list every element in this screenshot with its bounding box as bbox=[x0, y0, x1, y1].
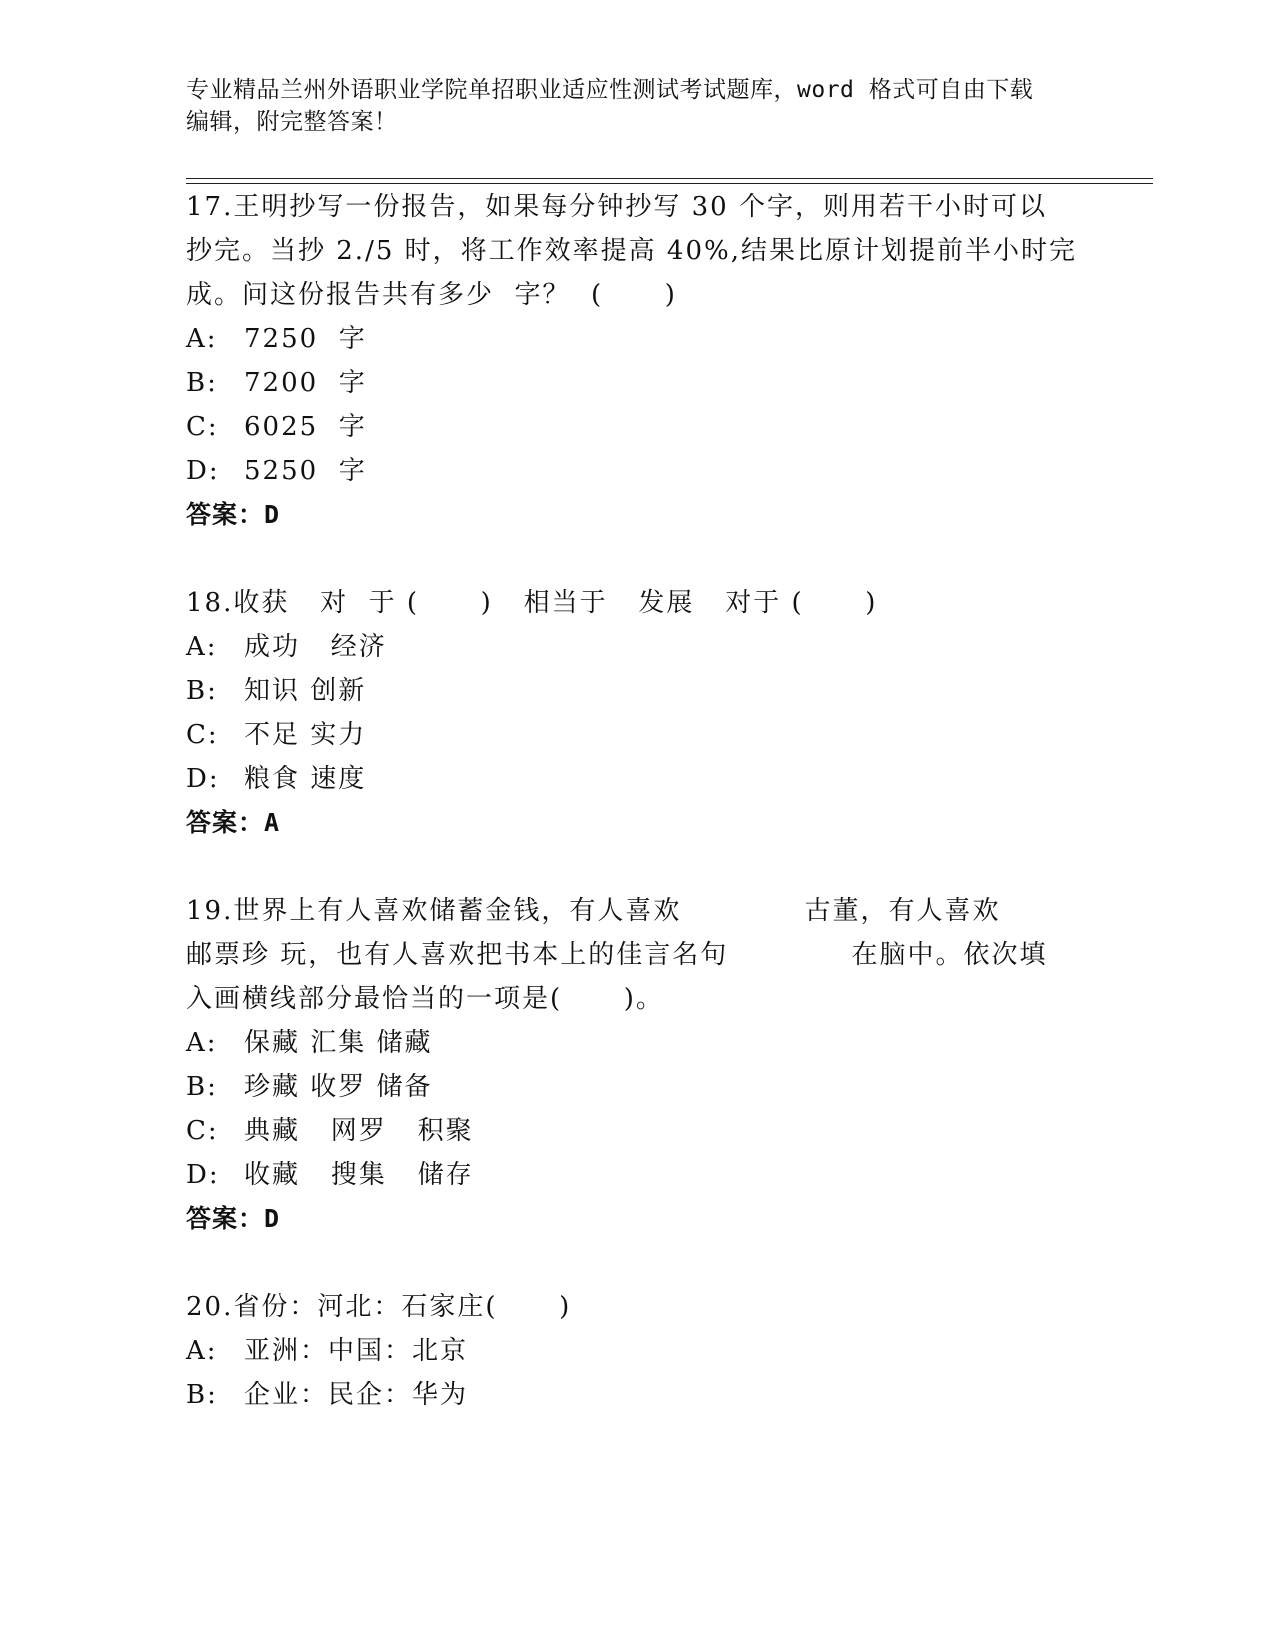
option-text: 企业：民企：华为 bbox=[244, 1380, 469, 1410]
question-19-line-1: 19.世界上有人喜欢储蓄金钱，有人喜欢 古董，有人喜欢 bbox=[186, 896, 1001, 926]
question-19-option-b bbox=[186, 1070, 433, 1104]
option-label: D: bbox=[186, 764, 220, 794]
question-20-option-a bbox=[186, 1334, 468, 1368]
question-18-option-d bbox=[186, 762, 366, 796]
question-19-option-c bbox=[186, 1114, 474, 1148]
option-text: 粮食 速度 bbox=[244, 764, 367, 794]
option-text: 知识 创新 bbox=[244, 676, 367, 706]
header-line-2: 编辑，附完整答案！ bbox=[186, 109, 398, 135]
question-19-option-d bbox=[186, 1158, 474, 1192]
option-text: 珍藏 收罗 储备 bbox=[244, 1072, 433, 1102]
question-17-option-b bbox=[186, 366, 367, 400]
option-label: A: bbox=[186, 1028, 218, 1058]
option-text: 7200 字 bbox=[244, 368, 367, 398]
option-label: B: bbox=[186, 1380, 218, 1410]
option-label: D: bbox=[186, 456, 220, 486]
option-label: B: bbox=[186, 676, 218, 706]
question-19-option-a bbox=[186, 1026, 433, 1060]
question-17-line-2: 抄完。当抄 2./5 时，将工作效率提高 40%,结果比原计划提前半小时完 bbox=[186, 236, 1077, 266]
question-20-option-b bbox=[186, 1378, 468, 1412]
question-19-line-2: 邮票珍 玩，也有人喜欢把书本上的佳言名句 在脑中。依次填 bbox=[186, 940, 1048, 970]
question-17-option-c bbox=[186, 410, 367, 444]
question-18-answer: 答案：A bbox=[186, 808, 281, 837]
option-text: 亚洲：中国：北京 bbox=[244, 1336, 469, 1366]
option-label: B: bbox=[186, 368, 218, 398]
option-label: C: bbox=[186, 1116, 219, 1146]
question-19-line-3: 入画横线部分最恰当的一项是( )。 bbox=[186, 984, 664, 1014]
question-17-option-a bbox=[186, 322, 367, 356]
question-17-option-d bbox=[186, 454, 367, 488]
option-text: 收藏 搜集 储存 bbox=[244, 1160, 474, 1190]
question-19-answer: 答案：D bbox=[186, 1204, 281, 1233]
option-label: C: bbox=[186, 720, 219, 750]
header-divider-bottom bbox=[186, 183, 1153, 184]
option-label: C: bbox=[186, 412, 219, 442]
option-text: 6025 字 bbox=[244, 412, 367, 442]
option-label: A: bbox=[186, 1336, 218, 1366]
document-header bbox=[186, 74, 1066, 138]
header-divider-top bbox=[186, 178, 1153, 179]
question-17-answer: 答案：D bbox=[186, 500, 281, 529]
option-text: 成功 经济 bbox=[244, 632, 387, 662]
option-text: 5250 字 bbox=[244, 456, 367, 486]
option-label: A: bbox=[186, 632, 218, 662]
option-text: 典藏 网罗 积聚 bbox=[244, 1116, 474, 1146]
question-18-option-b bbox=[186, 674, 366, 708]
question-17-line-3: 成。问这份报告共有多少 字？ ( ) bbox=[186, 280, 677, 310]
option-text: 不足 实力 bbox=[244, 720, 367, 750]
option-label: A: bbox=[186, 324, 218, 354]
question-20-line-1: 20.省份：河北：石家庄( ) bbox=[186, 1292, 572, 1322]
header-line-1: 专业精品兰州外语职业学院单招职业适应性测试考试题库，word 格式可自由下载 bbox=[186, 77, 1034, 103]
question-17-line-1: 17.王明抄写一份报告，如果每分钟抄写 30 个字，则用若干小时可以 bbox=[186, 192, 1047, 222]
option-label: D: bbox=[186, 1160, 220, 1190]
option-text: 保藏 汇集 储藏 bbox=[244, 1028, 433, 1058]
question-18-option-a bbox=[186, 630, 387, 664]
question-18-line-1: 18.收获 对 于 ( ) 相当于 发展 对于 ( ) bbox=[186, 588, 878, 618]
option-label: B: bbox=[186, 1072, 218, 1102]
question-18-option-c bbox=[186, 718, 366, 752]
option-text: 7250 字 bbox=[244, 324, 367, 354]
